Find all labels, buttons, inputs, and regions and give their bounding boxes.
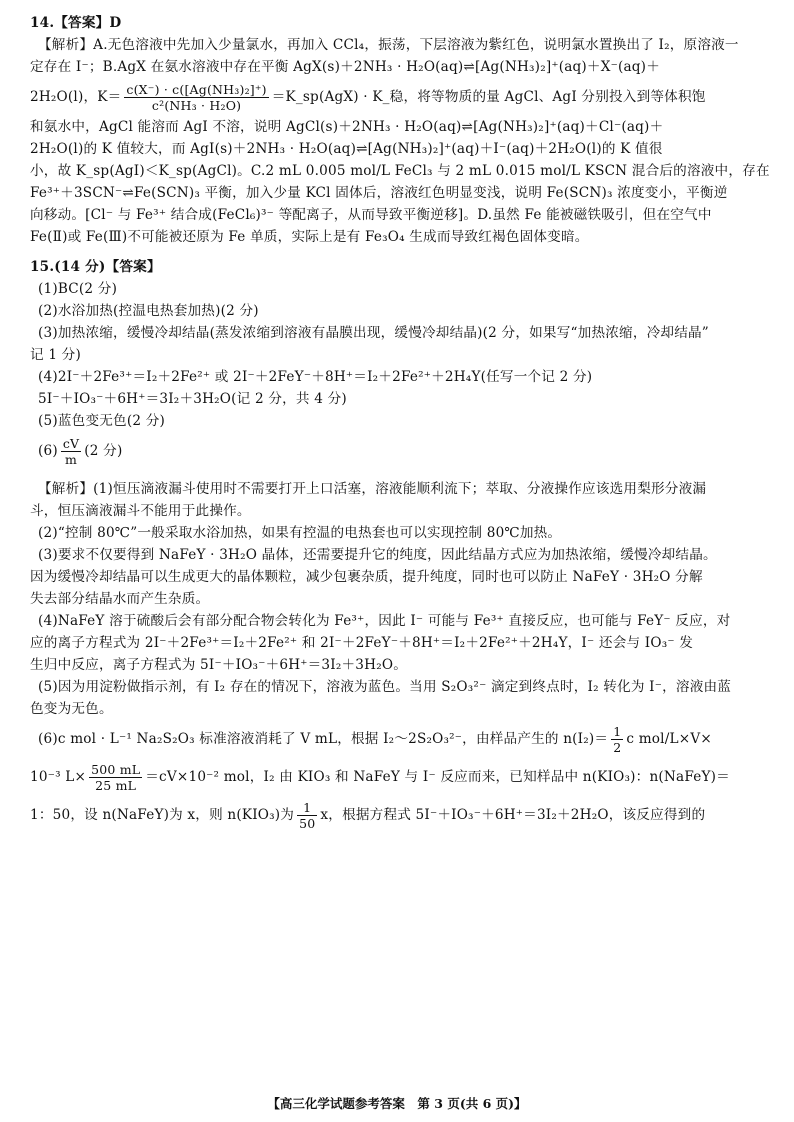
half-fraction <box>611 724 623 755</box>
q14-l3-prefix: 2H₂O(l)，K＝ <box>30 89 122 105</box>
q14-analysis-line-7: Fe³⁺＋3SCN⁻⇌Fe(SCN)₃ 平衡，加入少量 KCl 固体后，溶液红色明显变浅，说明 Fe(SCN)₃ 浓度变小，平衡逆 <box>30 185 728 201</box>
q14-l3-suffix: ＝K_sp(AgX) · K_稳，将等物质的量 AgCl、AgI 分别投入到等体积饱 <box>271 89 706 105</box>
k-numerator: c(X⁻) · c([Ag(NH₃)₂]⁺) <box>126 82 267 97</box>
q15-explanation-4-cont: 应的离子方程式为 2I⁻＋2Fe³⁺＝I₂＋2Fe²⁺ 和 2I⁻＋2FeY⁻＋8H⁺＝I₂＋2Fe²⁺＋2H₄Y，I⁻ 还会与 IO₃⁻ 发 <box>30 635 694 651</box>
answer-6-numerator: cV <box>62 436 80 451</box>
k-denominator: c²(NH₃ · H₂O) <box>151 98 242 113</box>
q15-answer-5: (5)蓝色变无色(2 分) <box>38 413 165 429</box>
q14-analysis-line-5: 2H₂O(l)的 K 值较大，而 AgI(s)＋2NH₃ · H₂O(aq)⇌[Ag(NH₃)₂]⁺(aq)＋I⁻(aq)＋2H₂O(l)的 K 值很 <box>30 141 663 157</box>
q15-explanation-4: (4)NaFeY 溶于硫酸后会有部分配合物会转化为 Fe³⁺，因此 I⁻ 可能与 Fe³⁺ 直接反应，也可能与 FeY⁻ 反应，对 <box>38 613 731 629</box>
q15-explanation-1-cont: 斗，恒压滴液漏斗不能用于此操作。 <box>30 503 251 519</box>
answer-6-suffix: (2 分) <box>84 443 123 459</box>
q15-title: 15.(14 分)【答案】 <box>30 259 161 275</box>
half-numerator: 1 <box>613 724 622 739</box>
ratio-numerator: 1 <box>297 800 317 816</box>
e8-prefix: 1：50，设 n(NaFeY)为 x，则 n(KIO₃)为 <box>30 807 295 823</box>
q15-explanation-8 <box>30 796 770 834</box>
answer-6-prefix: (6) <box>38 443 58 459</box>
q14-analysis-line-9: Fe(Ⅱ)或 Fe(Ⅲ)不可能被还原为 Fe 单质，实际上是有 Fe₃O₄ 生成而导致红褐色固体变暗。 <box>30 229 589 245</box>
q14-analysis-line-3 <box>30 78 770 116</box>
q15-explanation-6 <box>30 720 770 758</box>
q14-analysis-line-6: 小，故 K_sp(AgI)＜K_sp(AgCl)。C.2 mL 0.005 mol/L FeCl₃ 与 2 mL 0.015 mol/L KSCN 混合后的溶液中，存在 <box>30 163 770 179</box>
dilution-fraction <box>89 762 142 793</box>
q15-explanation-1: 【解析】(1)恒压滴液漏斗使用时不需要打开上口活塞，溶液能顺利流下；萃取、分液操作应该选用梨形分液漏 <box>38 481 707 497</box>
q15-explanation-3-cont: 因为缓慢冷却结晶可以生成更大的晶体颗粒，减少包裹杂质，提升纯度，同时也可以防止 NaFeY · 3H₂O 分解 <box>30 569 703 585</box>
e8-suffix: x，根据方程式 5I⁻＋IO₃⁻＋6H⁺＝3I₂＋2H₂O，该反应得到的 <box>320 807 706 823</box>
q15-explanation-3-cont2: 失去部分结晶水而产生杂质。 <box>30 591 210 607</box>
page-footer: 【高三化学试题参考答案 第 3 页(共 6 页)】 <box>267 1096 527 1111</box>
answer-6-fraction <box>61 436 81 467</box>
q14-analysis-line-4: 和氨水中，AgCl 能溶而 AgI 不溶，说明 AgCl(s)＋2NH₃ · H₂O(aq)⇌[Ag(NH₃)₂]⁺(aq)＋Cl⁻(aq)＋ <box>30 119 664 135</box>
q15-answer-3: (3)加热浓缩，缓慢冷却结晶(蒸发浓缩到溶液有晶膜出现，缓慢冷却结晶)(2 分，如果写“加热浓缩，冷却结晶” <box>38 325 709 341</box>
q15-explanation-5: (5)因为用淀粉做指示剂，有 I₂ 存在的情况下，溶液为蓝色。当用 S₂O₃²⁻ 滴定到终点时，I₂ 转化为 I⁻，溶液由蓝 <box>38 679 732 695</box>
e7-prefix: 10⁻³ L× <box>30 769 87 785</box>
dilution-denominator: 25 mL <box>95 778 137 793</box>
e7-suffix: ＝cV×10⁻² mol，I₂ 由 KIO₃ 和 NaFeY 与 I⁻ 反应而来，已知样品中 n(KIO₃)：n(NaFeY)＝ <box>145 769 730 785</box>
q15-explanation-4-cont2: 生归中反应，离子方程式为 5I⁻＋IO₃⁻＋6H⁺＝3I₂＋3H₂O。 <box>30 657 407 673</box>
q15-answer-1: (1)BC(2 分) <box>38 281 118 297</box>
answer-page <box>30 12 770 834</box>
q14-analysis-line-8: 向移动。[Cl⁻ 与 Fe³⁺ 结合成(FeCl₆)³⁻ 等配离子，从而导致平衡逆移]。D.虽然 Fe 能被磁铁吸引，但在空气中 <box>30 207 712 223</box>
q15-explanation-2: (2)“控制 80℃”一般采取水浴加热，如果有控温的电热套也可以实现控制 80℃加热。 <box>38 525 562 541</box>
q14-analysis-line-1: 【解析】A.无色溶液中先加入少量氯水，再加入 CCl₄，振荡，下层溶液为紫红色，说明氯水置换出了 I₂，原溶液一 <box>38 37 739 53</box>
q15-explanation-7 <box>30 758 770 796</box>
q14-title: 14.【答案】D <box>30 15 122 31</box>
k-expression-fraction <box>124 82 268 113</box>
e6-suffix: c mol/L×V× <box>626 731 712 747</box>
q15-explanation-3: (3)要求不仅要得到 NaFeY · 3H₂O 晶体，还需要提升它的纯度，因此结晶方式应为加热浓缩，缓慢冷却结晶。 <box>38 547 717 563</box>
half-denominator: 2 <box>613 740 622 755</box>
e6-prefix: (6)c mol · L⁻¹ Na₂S₂O₃ 标准溶液消耗了 V mL，根据 I₂～2S₂O₃²⁻，由样品产生的 n(I₂)＝ <box>38 731 609 747</box>
q15-answer-3-cont: 记 1 分) <box>30 347 81 363</box>
answer-6-denominator: m <box>65 452 78 467</box>
ratio-denominator: 50 <box>299 816 316 831</box>
q15-answer-4: (4)2I⁻＋2Fe³⁺＝I₂＋2Fe²⁺ 或 2I⁻＋2FeY⁻＋8H⁺＝I₂＋2Fe²⁺＋2H₄Y(任写一个记 2 分) <box>38 369 593 385</box>
ratio-fraction <box>297 800 317 831</box>
q15-answer-6 <box>30 432 770 470</box>
q14-analysis-line-2: 定存在 I⁻；B.AgX 在氨水溶液中存在平衡 AgX(s)＋2NH₃ · H₂O(aq)⇌[Ag(NH₃)₂]⁺(aq)＋X⁻(aq)＋ <box>30 59 660 75</box>
dilution-numerator: 500 mL <box>91 762 141 777</box>
q15-explanation-5-cont: 色变为无色。 <box>30 701 113 717</box>
q15-answer-4-cont: 5I⁻＋IO₃⁻＋6H⁺＝3I₂＋3H₂O(记 2 分，共 4 分) <box>38 391 347 407</box>
q15-answer-2: (2)水浴加热(控温电热套加热)(2 分) <box>38 303 259 319</box>
